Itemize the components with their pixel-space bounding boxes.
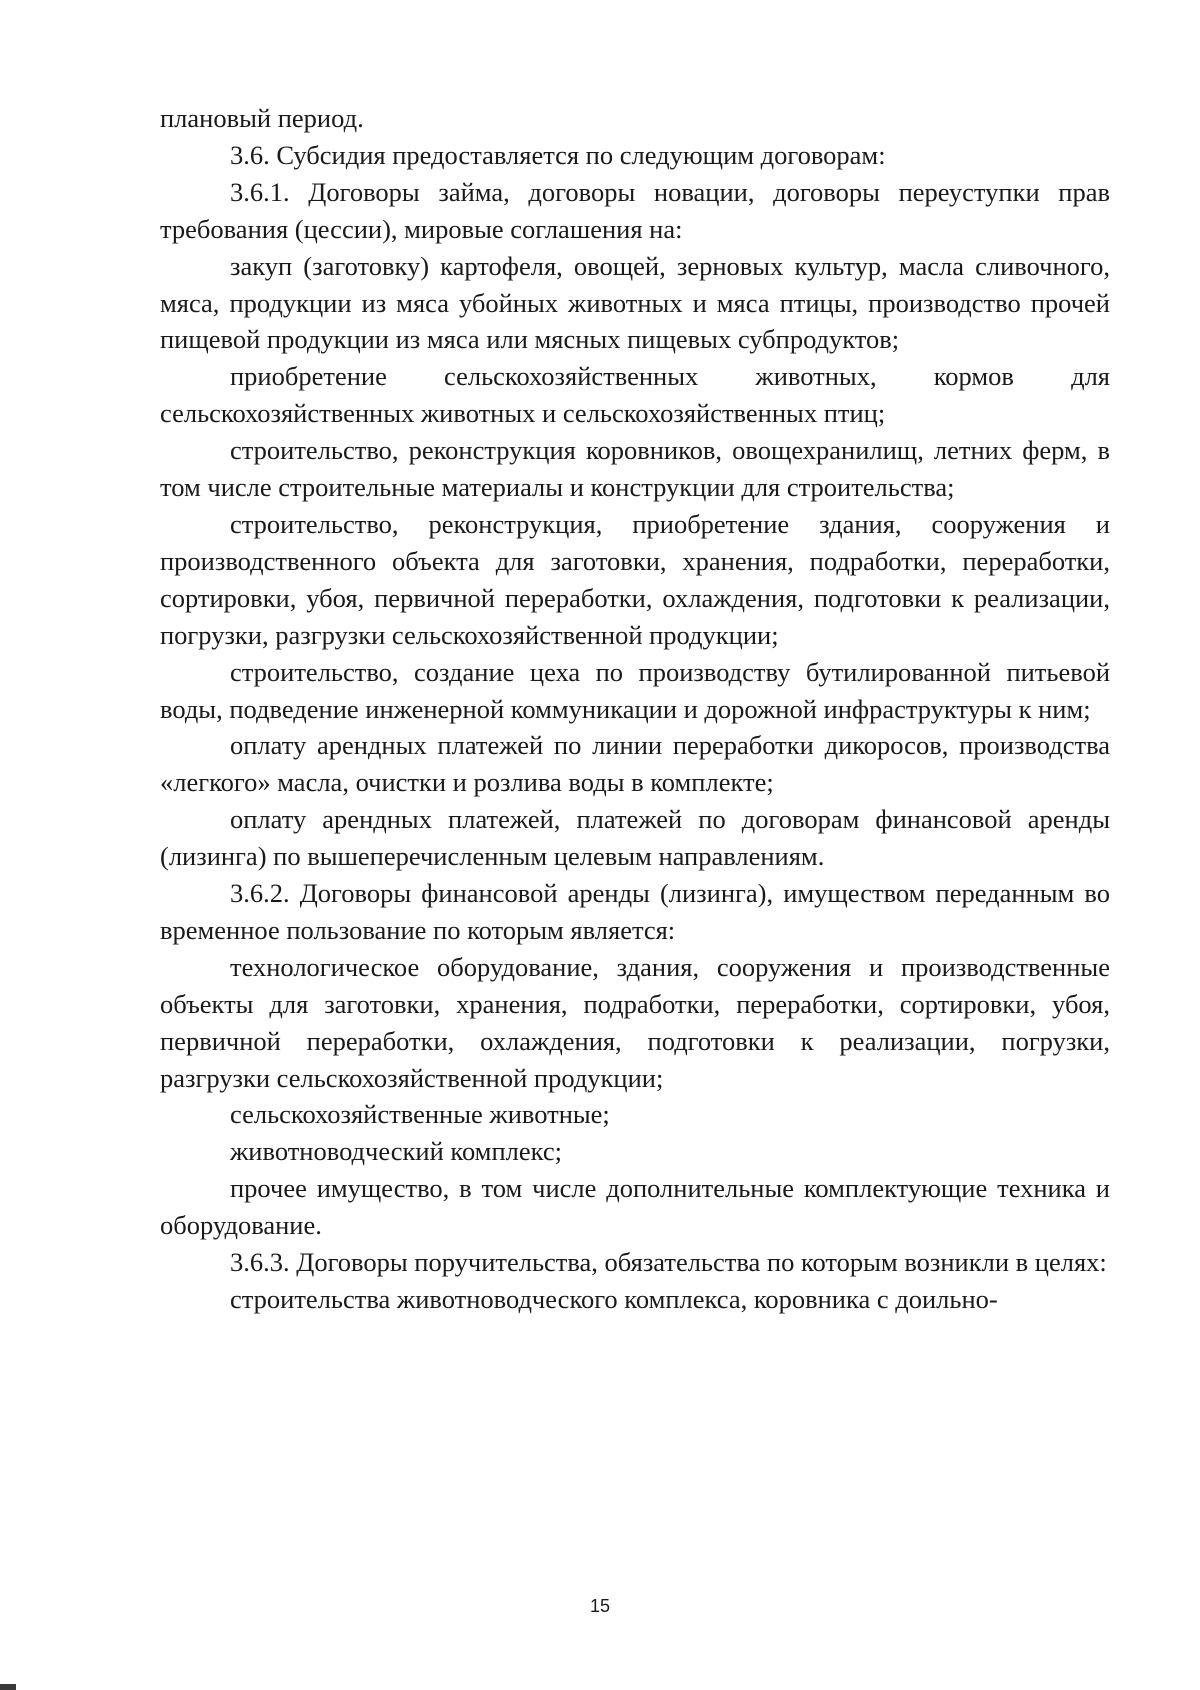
paragraph-3-6-1: 3.6.1. Договоры займа, договоры новации, договоры переуступки прав требования (цессии), мировые соглашения на: (160, 176, 1110, 244)
paragraph-kompleks: животноводческий комплекс; (230, 1136, 562, 1167)
paragraph-tekhnologicheskoe: технологическое оборудование, здания, сооружения и производственные объекты для заготовки, хранения, подработки, переработки, сортировки, убоя, первичной переработки, охлаждения, подготовки к реализации, погрузки, разгрузки сельскохозяйственной продукции; (160, 951, 1110, 1093)
page-number: 15 (589, 1596, 611, 1616)
paragraph-3-6-2: 3.6.2. Договоры финансовой аренды (лизинга), имуществом переданным во временное пользование по которым является: (160, 878, 1110, 945)
paragraph-3-6: 3.6. Субсидия предоставляется по следующим договорам: (230, 139, 886, 170)
paragraph-stroitelstvo-3: строительство, создание цеха по производству бутилированной питьевой воды, подведение инженерной коммуникации и дорожной инфраструктуры к ним; (160, 656, 1110, 724)
paragraph-zakup: закуп (заготовку) картофеля, овощей, зерновых культур, масла сливочного, мяса, продукции из мяса убойных животных и мяса птицы, производство прочей пищевой продукции из мяса или мясных пищевых субпродуктов; (160, 250, 1110, 355)
paragraph-prochee: прочее имущество, в том числе дополнительные комплектующие техника и оборудование. (160, 1173, 1110, 1241)
paragraph-planovyi: плановый период. (160, 103, 364, 133)
paragraph-stroitelstva: строительства животноводческого комплекса, коровника с доильно- (230, 1284, 998, 1314)
paragraph-oplata-1: оплату арендных платежей по линии переработки дикоросов, производства «легкого» масла, очистки и розлива воды в комплекте; (160, 730, 1110, 798)
paragraph-stroitelstvo-1: строительство, реконструкция коровников, овощехранилищ, летних ферм, в том числе строительные материалы и конструкции для строительства; (160, 435, 1110, 503)
paragraph-zhivotnye: сельскохозяйственные животные; (230, 1099, 610, 1130)
paragraph-3-6-3: 3.6.3. Договоры поручительства, обязательства по которым возникли в целях: (230, 1247, 1107, 1278)
paragraph-stroitelstvo-2: строительство, реконструкция, приобретение здания, сооружения и производственного объекта для заготовки, хранения, подработки, переработки, сортировки, убоя, первичной переработки, охлаждения, подготовки к реализации, погрузки, разгрузки сельскохозяйственной продукции; (160, 508, 1110, 650)
paragraph-oplata-2: оплату арендных платежей, платежей по договорам финансовой аренды (лизинга) по вышеперечисленным целевым направлениям. (160, 804, 1110, 872)
paragraph-priobretenie: приобретение сельскохозяйственных животных, кормов для сельскохозяйственных животных и сельскохозяйственных птиц; (160, 361, 1110, 429)
scan-edge-mark (0, 1684, 16, 1690)
document-body (160, 100, 1110, 1318)
